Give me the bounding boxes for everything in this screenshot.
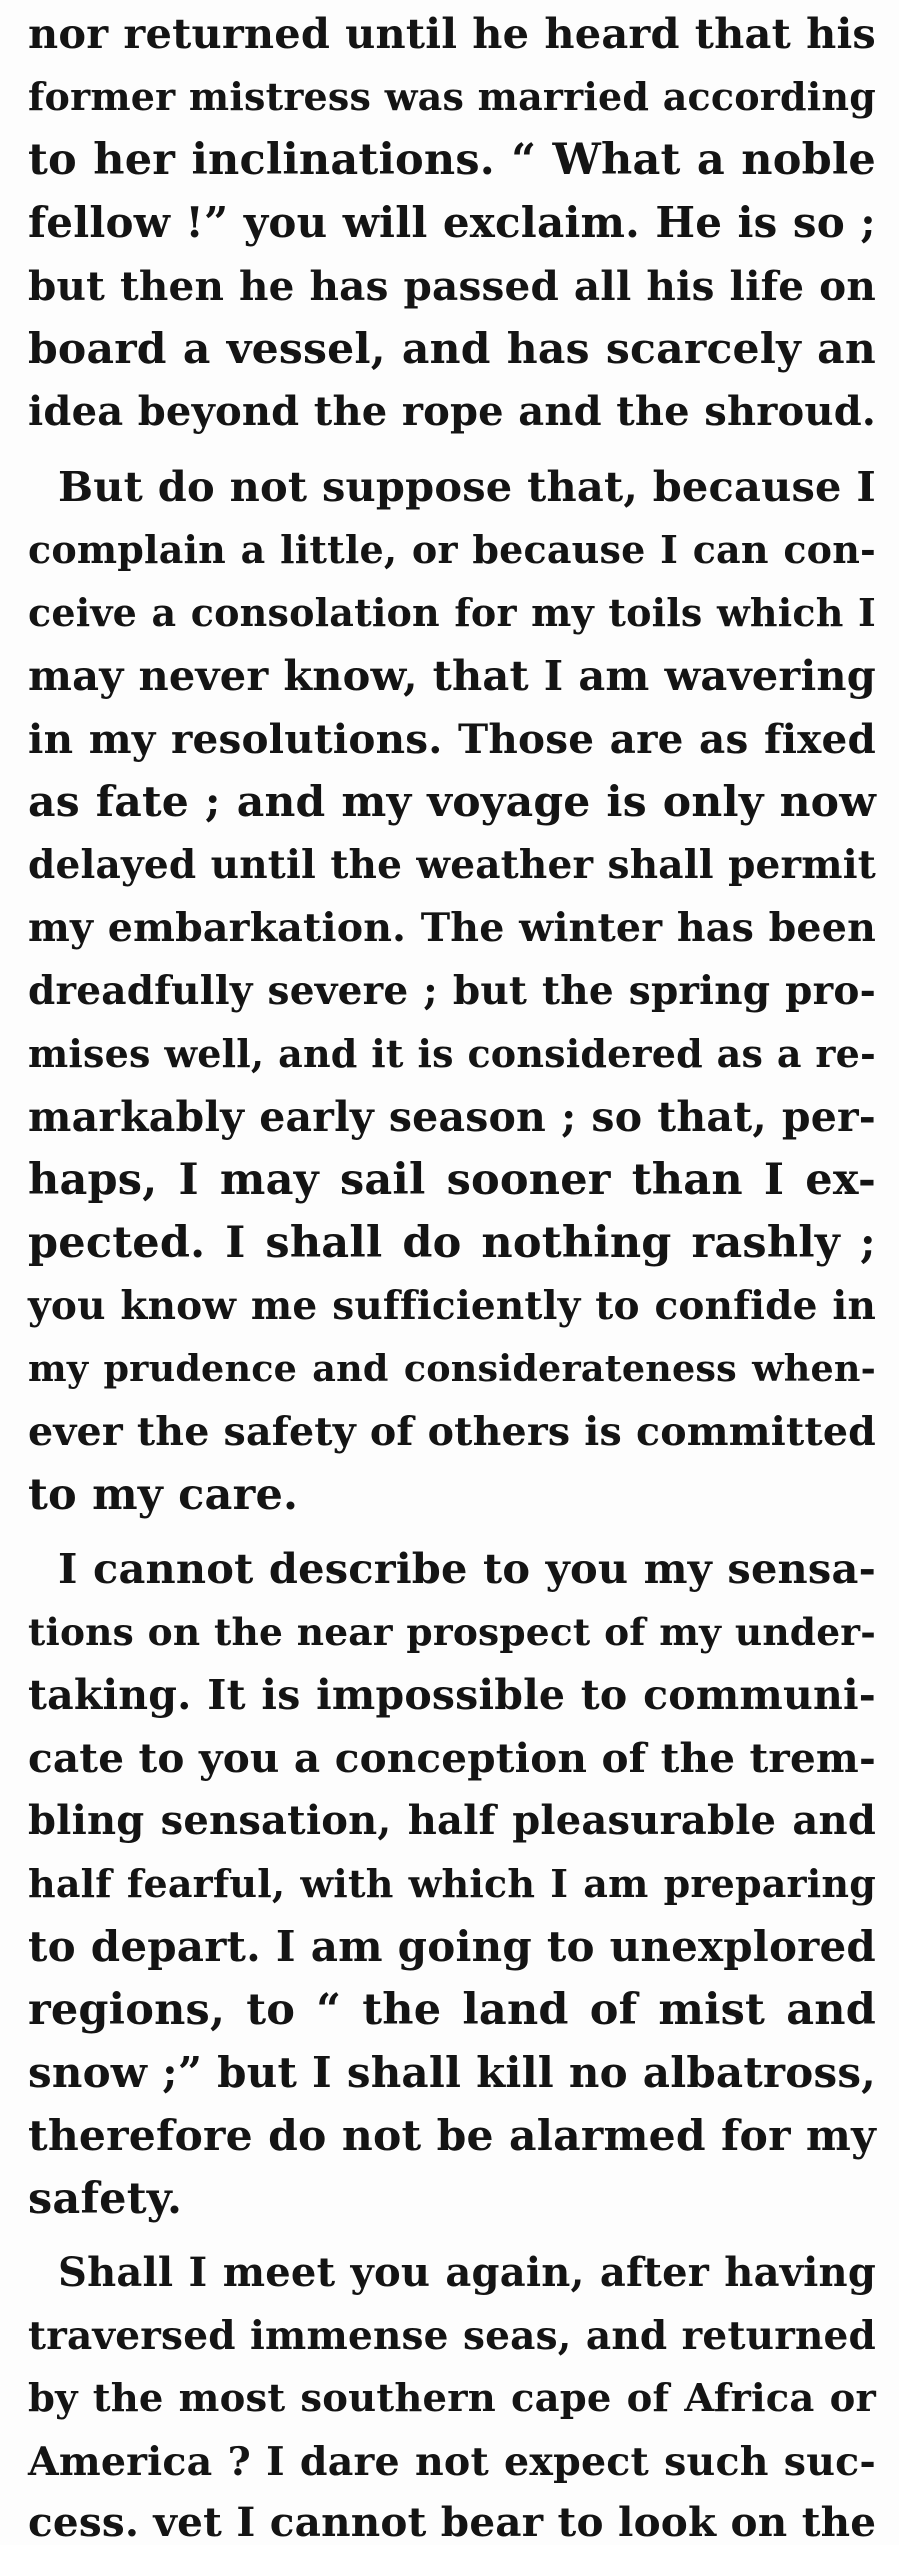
text-line: I cannot describe to you my sensa- [58,1544,876,1593]
text-line: markably early season ; so that, per- [28,1093,876,1141]
text-line: America ? I dare not expect such suc- [28,2439,876,2485]
text-line: safety. [28,2174,183,2224]
text-line: But do not suppose that, because I [58,462,876,511]
text-line: cate to you a conception of the trem- [28,1734,876,1782]
text-line: to her inclinations. “ What a noble [28,135,876,185]
text-line: complain a little, or because I can con- [28,527,876,572]
text-line: ever the safety of others is committed [28,1409,876,1455]
text-line: snow ;” but I shall kill no albatross, [28,2048,876,2097]
text-line: my embarkation. The winter has been [28,905,876,951]
text-line: regions, to “ the land of mist and [28,1985,876,2035]
text-line: by the most southern cape of Africa or [28,2376,876,2421]
text-line: mises well, and it is considered as a re- [28,1031,876,1076]
text-line: dreadfully severe ; but the spring pro- [28,968,876,1014]
text-line: therefore do not be alarmed for my [28,2111,876,2161]
text-line: delayed until the weather shall permit [28,842,876,888]
text-line: but then he has passed all his life on [28,262,876,310]
text-line: to depart. I am going to unexplored [28,1922,876,1971]
text-line: idea beyond the rope and the shroud. [28,388,876,435]
text-line: my prudence and considerateness when- [28,1347,876,1390]
text-line: in my resolutions. Those are as fixed [28,715,876,763]
text-line: Shall I meet you again, after having [58,2249,876,2296]
text-line: nor returned until he heard that his [28,9,876,58]
text-line: may never know, that I am wavering [28,651,876,700]
text-line: bling sensation, half pleasurable and [28,1797,876,1844]
text-line: former mistress was married according [28,74,876,119]
text-line: to my care. [28,1470,299,1520]
text-line: board a vessel, and has scarcely an [28,324,876,374]
text-line: cess. vet I cannot bear to look on the [28,2498,877,2546]
text-line: as fate ; and my voyage is only now [28,777,876,827]
text-line: tions on the near prospect of my under- [28,1610,876,1654]
text-line: you know me sufficiently to confide in [28,1283,876,1329]
text-line: fellow !” you will exclaim. He is so ; [28,198,876,247]
text-line: taking. It is impossible to communi- [28,1671,876,1719]
text-line: pected. I shall do nothing rashly ; [28,1218,876,1268]
text-line: half fearful, with which I am preparing [28,1861,876,1906]
text-line: haps, I may sail sooner than I ex- [28,1155,876,1205]
text-line: traversed immense seas, and returned [28,2313,876,2359]
text-line: ceive a consolation for my toils which I [28,590,876,635]
